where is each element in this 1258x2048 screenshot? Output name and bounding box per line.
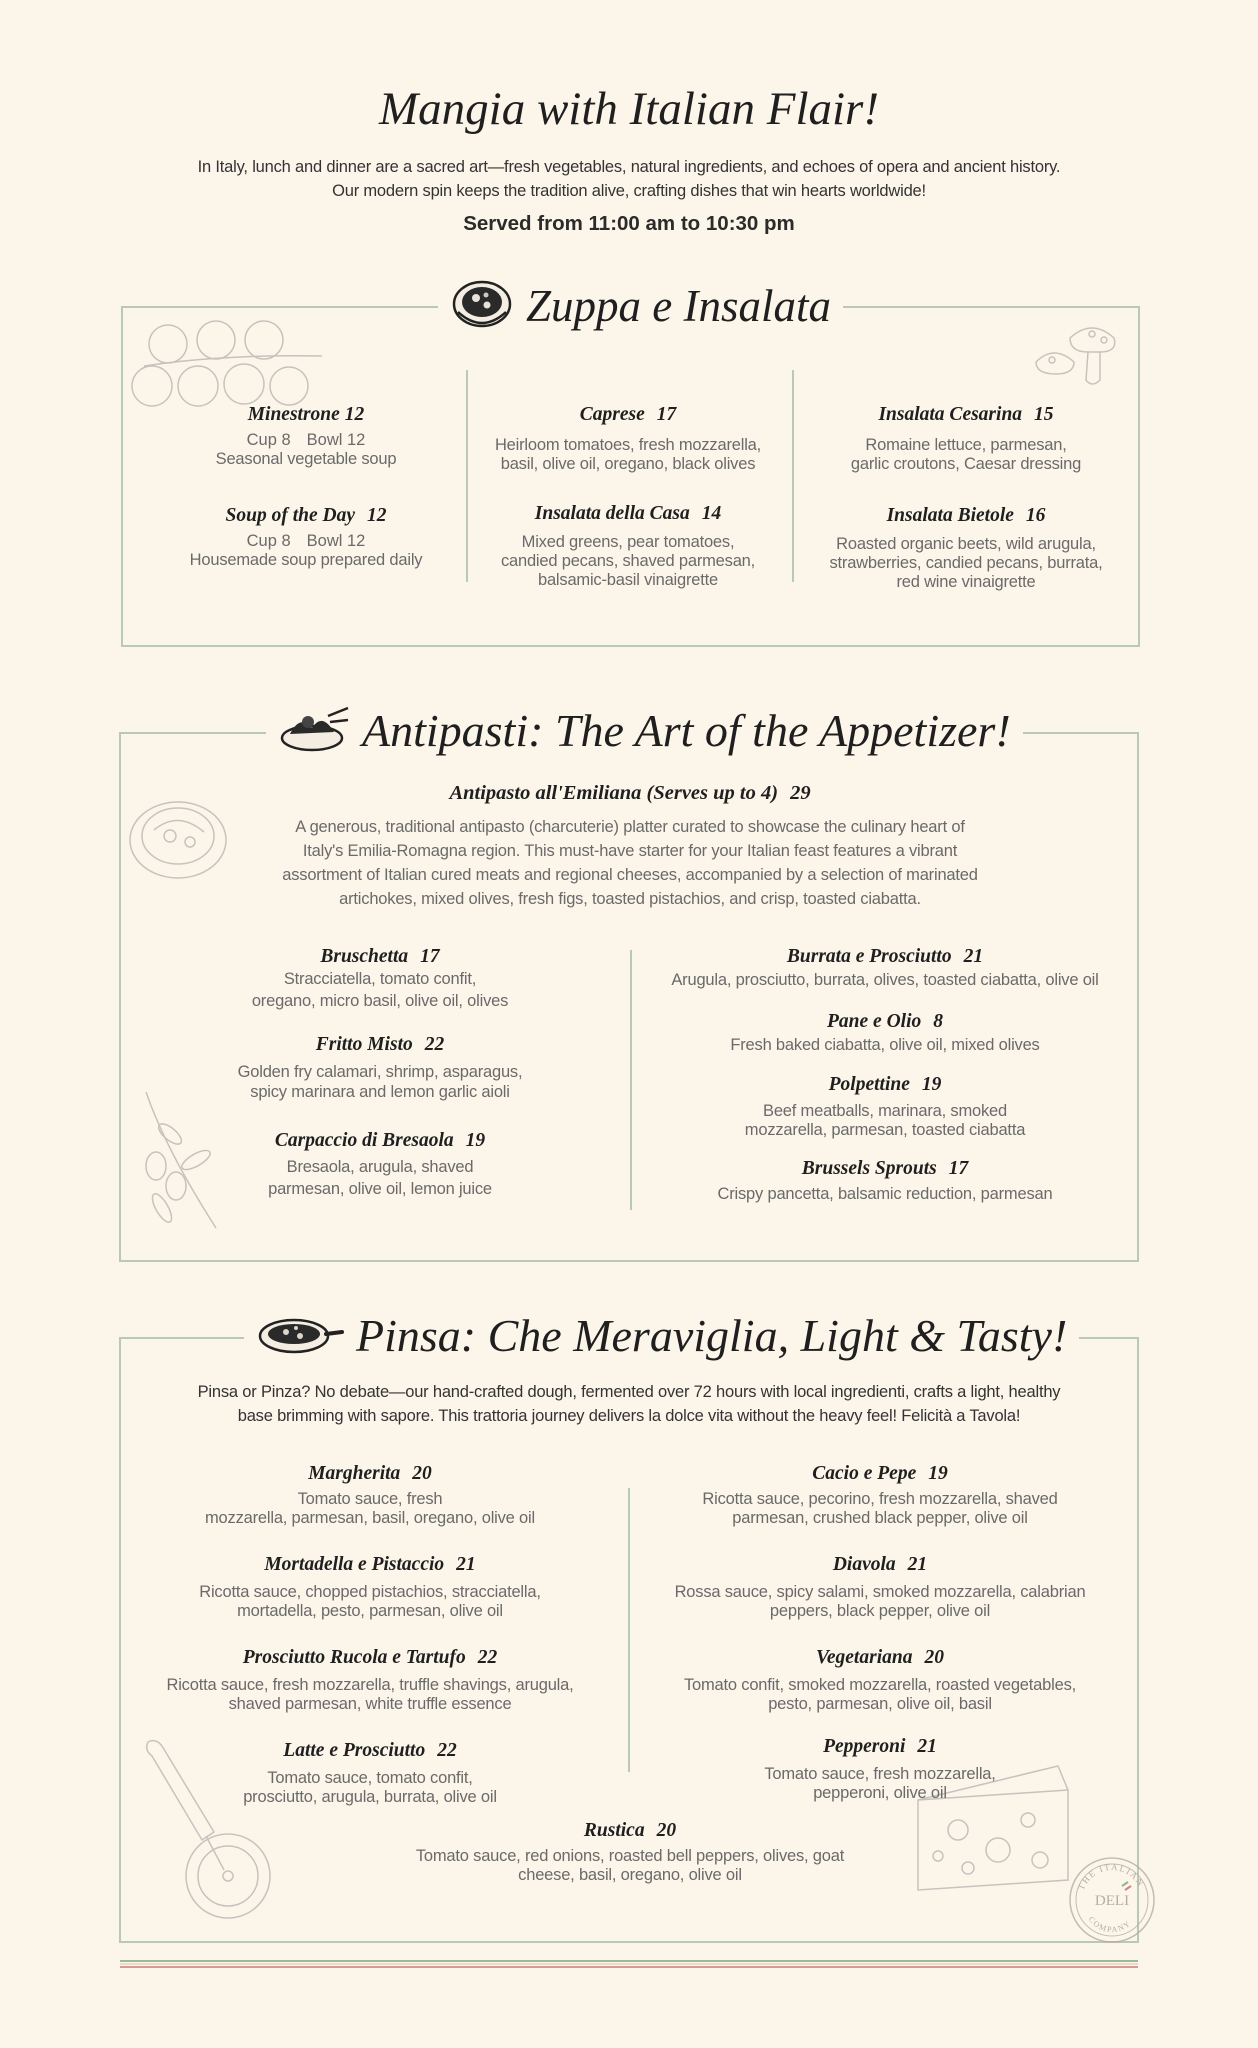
- item-desc: Golden fry calamari, shrimp, asparagus,: [237, 1063, 523, 1081]
- cup-price: Cup 8: [246, 431, 291, 449]
- item-name: Pane e Olio: [827, 1011, 922, 1032]
- item-desc: Seasonal vegetable soup: [215, 450, 397, 468]
- serving-hours: Served from 11:00 am to 10:30 pm: [463, 212, 795, 235]
- item-price: 21: [917, 1736, 937, 1757]
- item-desc: Tomato sauce, tomato confit,: [267, 1769, 473, 1787]
- item-desc: basil, olive oil, oregano, black olives: [500, 455, 756, 473]
- item-price: 17: [420, 946, 440, 967]
- item-name: Bruschetta: [320, 946, 409, 967]
- item-desc: oregano, micro basil, olive oil, olives: [251, 992, 509, 1010]
- item-name: Prosciutto Rucola e Tartufo: [242, 1647, 466, 1668]
- menu-item: [180, 1130, 580, 1199]
- item-name: Insalata della Casa: [534, 503, 690, 524]
- item-desc: Bresaola, arugula, shaved: [286, 1158, 474, 1176]
- menu-item: [180, 946, 580, 1011]
- item-price: 22: [477, 1647, 498, 1668]
- item-name: Caprese: [579, 404, 645, 425]
- item-desc: parmesan, crushed black pepper, olive oil: [732, 1509, 1028, 1527]
- menu-item: [126, 404, 486, 469]
- item-price: 19: [921, 1074, 942, 1095]
- menu-item: [140, 1463, 600, 1528]
- item-price: 12: [344, 404, 365, 425]
- item-price: 17: [656, 404, 677, 425]
- item-desc: shaved parmesan, white truffle essence: [228, 1695, 512, 1713]
- item-desc: peppers, black pepper, olive oil: [769, 1602, 991, 1620]
- antipasti-section-header: [266, 698, 1023, 762]
- item-name: Polpettine: [828, 1074, 910, 1095]
- item-desc: Ricotta sauce, fresh mozzarella, truffle shavings, arugula,: [166, 1676, 574, 1694]
- item-desc: Heirloom tomatoes, fresh mozzarella,: [494, 436, 762, 454]
- mushroom-illustration: [1030, 318, 1126, 394]
- zuppa-divider-2: [792, 370, 794, 582]
- menu-item: [640, 1011, 1130, 1055]
- menu-item: [140, 1647, 600, 1714]
- item-desc: prosciutto, arugula, burrata, olive oil: [243, 1788, 497, 1806]
- desc-line: Italy's Emilia-Romagna region. This must-have starter for your Italian feast features a vibrant: [302, 842, 958, 860]
- item-desc: cheese, basil, oregano, olive oil: [518, 1866, 742, 1884]
- item-desc: Crispy pancetta, balsamic reduction, parmesan: [717, 1185, 1053, 1203]
- item-name: Brussels Sprouts: [801, 1158, 937, 1179]
- antipasti-section-title: Antipasti: The Art of the Appetizer!: [362, 704, 1011, 756]
- bottom-red-line: [120, 1966, 1138, 1968]
- intro-line-1: In Italy, lunch and dinner are a sacred art—fresh vegetables, natural ingredients, and echoes of opera and ancient history.: [197, 158, 1061, 176]
- item-price: 29: [790, 782, 811, 804]
- menu-item: [126, 505, 486, 570]
- item-price: 22: [424, 1034, 445, 1055]
- item-price: 17: [948, 1158, 969, 1179]
- menu-item: [640, 946, 1130, 990]
- item-price: 20: [656, 1820, 677, 1841]
- stamp-top-text: THE ITALIAN: [1076, 1861, 1147, 1892]
- item-desc: mozzarella, parmesan, basil, oregano, olive oil: [205, 1509, 535, 1527]
- bowl-price: Bowl 12: [306, 431, 366, 449]
- item-price: 8: [933, 1011, 943, 1032]
- item-name: Mortadella e Pistaccio: [264, 1554, 445, 1575]
- item-name: Pepperoni: [823, 1736, 906, 1757]
- item-name: Minestrone: [247, 404, 340, 425]
- cup-price: Cup 8: [246, 532, 291, 550]
- item-price: 21: [963, 946, 984, 967]
- item-price: 20: [412, 1463, 432, 1484]
- menu-item: [640, 1158, 1130, 1204]
- menu-item: [796, 404, 1136, 474]
- item-name: Fritto Misto: [315, 1034, 413, 1055]
- item-desc: Arugula, prosciutto, burrata, olives, toasted ciabatta, olive oil: [671, 971, 1099, 989]
- menu-item: [180, 1034, 580, 1102]
- menu-item: [650, 1463, 1110, 1528]
- item-price: 21: [907, 1554, 928, 1575]
- item-name: Insalata Bietole: [886, 505, 1014, 526]
- page-title: Mangia with Italian Flair!: [378, 83, 880, 135]
- menu-item: [468, 503, 788, 590]
- tomato-vine-illustration: [124, 314, 324, 414]
- pinsa-board-icon: [256, 1312, 344, 1358]
- desc-line: assortment of Italian cured meats and regional cheeses, accompanied by a selection of marinated: [282, 866, 978, 884]
- deli-company-stamp: [1064, 1852, 1160, 1948]
- item-desc: Romaine lettuce, parmesan,: [865, 436, 1067, 454]
- pinsa-divider: [628, 1488, 630, 1772]
- item-price: 15: [1034, 404, 1054, 425]
- bottom-green-line: [120, 1960, 1138, 1962]
- intro-line: Pinsa or Pinza? No debate—our hand-crafted dough, fermented over 72 hours with local ingredienti, crafts a light, healthy: [197, 1383, 1061, 1401]
- soup-bowl-icon: [450, 278, 514, 334]
- pinsa-section-header: [244, 1302, 1079, 1368]
- item-price: 19: [928, 1463, 948, 1484]
- item-desc: red wine vinaigrette: [896, 573, 1036, 591]
- featured-item-desc: [180, 815, 1080, 911]
- antipasto-platter-icon: [278, 704, 350, 756]
- pinsa-intro: [140, 1380, 1118, 1428]
- menu-item: [650, 1736, 1110, 1803]
- featured-item: [260, 782, 1000, 805]
- item-desc: Roasted organic beets, wild arugula,: [836, 535, 1096, 553]
- menu-item: [140, 1740, 600, 1807]
- intro-line: base brimming with sapore. This trattoria journey delivers la dolce vita without the heavy feel! Felicità a Tavola!: [237, 1407, 1021, 1425]
- item-name: Latte e Prosciutto: [283, 1740, 426, 1761]
- item-desc: strawberries, candied pecans, burrata,: [829, 554, 1103, 572]
- item-name: Antipasto all'Emiliana (Serves up to 4): [449, 782, 779, 804]
- item-desc: Rossa sauce, spicy salami, smoked mozzarella, calabrian: [674, 1583, 1086, 1601]
- item-name: Cacio e Pepe: [812, 1463, 917, 1484]
- antipasti-divider: [630, 950, 632, 1210]
- item-price: 20: [924, 1647, 944, 1668]
- item-desc: Beef meatballs, marinara, smoked: [763, 1102, 1007, 1120]
- item-name: Burrata e Prosciutto: [786, 946, 952, 967]
- item-price: 22: [437, 1740, 457, 1761]
- item-price: 16: [1025, 505, 1046, 526]
- item-desc: parmesan, olive oil, lemon juice: [268, 1180, 492, 1198]
- zuppa-section-header: [438, 276, 843, 336]
- item-name: Margherita: [308, 1463, 401, 1484]
- item-desc: candied pecans, shaved parmesan,: [500, 552, 756, 570]
- item-desc: Tomato sauce, fresh: [297, 1490, 443, 1508]
- item-desc: Tomato sauce, red onions, roasted bell peppers, olives, goat: [415, 1847, 845, 1865]
- item-desc: balsamic-basil vinaigrette: [537, 571, 719, 589]
- item-desc: Ricotta sauce, chopped pistachios, stracciatella,: [199, 1583, 541, 1601]
- item-name: Vegetariana: [816, 1647, 913, 1668]
- item-desc: pesto, parmesan, olive oil, basil: [768, 1695, 992, 1713]
- menu-item: [140, 1554, 600, 1621]
- item-desc: Stracciatella, tomato confit,: [283, 970, 477, 988]
- item-desc: garlic croutons, Caesar dressing: [850, 455, 1082, 473]
- item-desc: Tomato sauce, fresh mozzarella,: [764, 1765, 996, 1783]
- bowl-price: Bowl 12: [306, 532, 366, 550]
- intro-line-2: Our modern spin keeps the tradition alive, crafting dishes that win hearts worldwide!: [332, 182, 926, 200]
- menu-item: [650, 1647, 1110, 1714]
- pinsa-section-title: Pinsa: Che Meraviglia, Light & Tasty!: [356, 1309, 1068, 1361]
- item-desc: mozzarella, parmesan, toasted ciabatta: [744, 1121, 1026, 1139]
- item-desc: Mixed greens, pear tomatoes,: [521, 533, 735, 551]
- zuppa-section-title: Zuppa e Insalata: [526, 281, 832, 331]
- desc-line: artichokes, mixed olives, fresh figs, toasted pistachios, and crisp, toasted ciabatta.: [339, 890, 921, 908]
- stamp-bottom-text: COMPANY: [1086, 1914, 1133, 1935]
- bottom-white-line: [120, 1963, 1138, 1965]
- item-name: Carpaccio di Bresaola: [274, 1130, 454, 1151]
- desc-line: A generous, traditional antipasto (charcuterie) platter curated to showcase the culinary heart of: [295, 818, 965, 836]
- item-price: 14: [701, 503, 722, 524]
- item-name: Rustica: [583, 1820, 645, 1841]
- menu-item: [468, 404, 788, 474]
- item-price: 19: [465, 1130, 486, 1151]
- item-desc: Housemade soup prepared daily: [189, 551, 423, 569]
- item-desc: spicy marinara and lemon garlic aioli: [250, 1083, 510, 1101]
- item-name: Insalata Cesarina: [878, 404, 1023, 425]
- item-price: 12: [366, 505, 387, 526]
- menu-item: [640, 1074, 1130, 1140]
- item-desc: Tomato confit, smoked mozzarella, roasted vegetables,: [683, 1676, 1076, 1694]
- item-desc: Ricotta sauce, pecorino, fresh mozzarella, shaved: [702, 1490, 1058, 1508]
- menu-item: [796, 505, 1136, 592]
- item-name: Diavola: [832, 1554, 896, 1575]
- menu-item: [650, 1554, 1110, 1621]
- item-desc: mortadella, pesto, parmesan, olive oil: [237, 1602, 503, 1620]
- stamp-middle-text: DELI: [1094, 1893, 1130, 1909]
- menu-item: [330, 1820, 930, 1885]
- item-desc: Fresh baked ciabatta, olive oil, mixed olives: [730, 1036, 1040, 1054]
- item-name: Soup of the Day: [225, 505, 355, 526]
- item-desc: pepperoni, olive oil: [813, 1784, 947, 1802]
- item-price: 21: [456, 1554, 476, 1575]
